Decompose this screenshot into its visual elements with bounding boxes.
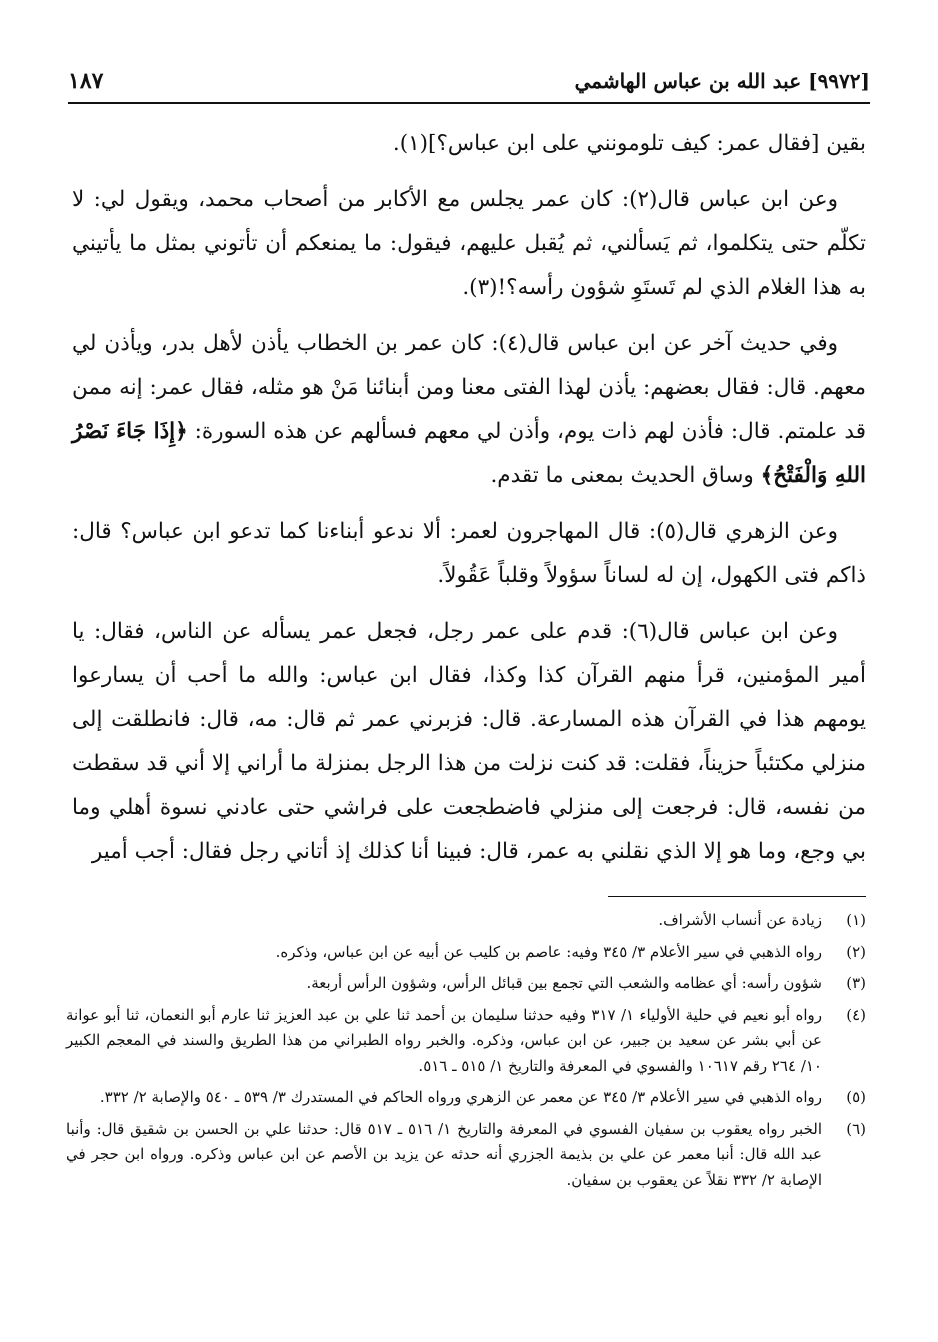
main-text xyxy=(72,122,866,886)
paragraph-5: وعن ابن عباس قال(٦): قدم على عمر رجل، فجعل عمر يسأله عن الناس، فقال: يا أمير المؤمنين، قرأ منهم القرآن كذا وكذا، فقال ابن عباس: والله ما أحب أن يسارعوا يومهم هذا في القرآن هذه المسارعة. قال: فزبرني عمر ثم قال: مه، قال: فانطلقت إلى منزلي مكتئباً حزيناً، فقلت: قد كنت نزلت من هذا الرجل بمنزلة ما أراني إلا أني قد سقطت من نفسه، قال: فرجعت إلى منزلي فاضطجعت على فراشي حتى عادني نسوة أهلي وما بي وجع، وما هو إلا الذي نقلني به عمر، قال: فبينا أنا كذلك إذ أتاني رجل فقال: أجب أمير xyxy=(72,619,866,864)
paragraph-2: وعن ابن عباس قال(٢): كان عمر يجلس مع الأكابر من أصحاب محمد، ويقول لي: لا تكلّم حتى يتكلموا، ثم يَسألني، ثم يُقبل عليهم، فيقول: ما يمنعكم أن تأتوني بمثل ما يأتيني به هذا الغلام الذي لم تَستَوِ شؤون رأسه؟!(٣). xyxy=(72,187,866,300)
footnote xyxy=(66,1117,866,1194)
footnote-text: الخبر رواه يعقوب بن سفيان الفسوي في المعرفة والتاريخ ١/ ٥١٦ ـ ٥١٧ قال: حدثنا علي بن الحسن بن شقيق قال: وأنبا عبد الله قال: أنبا معمر عن علي بن بذيمة الجزري أنه حدثه عن يزيد بن الأصم عن ابن عباس وذكره. ورواه ابن حجر في الإصابة ٢/ ٣٣٢ نقلاً عن يعقوب بن سفيان. xyxy=(66,1119,822,1189)
footnotes xyxy=(66,908,866,1199)
footnote-text: رواه أبو نعيم في حلية الأولياء ١/ ٣١٧ وفيه حدثنا سليمان بن أحمد ثنا علي بن عبد العزيز ثنا عارم أبو النعمان، ثنا أبو عوانة عن أبي بشر عن سعيد بن جبير، عن ابن عباس، وذكره. والخبر رواه الطبراني من هذا الطريق والسند في المعجم الكبير ١٠/ ٢٦٤ رقم ١٠٦١٧ والفسوي في المعرفة والتاريخ ١/ ٥١٥ ـ ٥١٦. xyxy=(66,1005,822,1075)
footnote-text: رواه الذهبي في سير الأعلام ٣/ ٣٤٥ وفيه: عاصم بن كليب عن أبيه عن ابن عباس، وذكره. xyxy=(275,942,822,961)
paragraph-4: وعن الزهري قال(٥): قال المهاجرون لعمر: ألا ندعو أبناءنا كما تدعو ابن عباس؟ قال: ذاكم فتى الكهول، إن له لساناً سؤولاً وقلباً عَقُولاً. xyxy=(72,519,866,588)
footnote xyxy=(66,940,866,966)
footnote-text: زيادة عن أنساب الأشراف. xyxy=(658,911,822,929)
page-number: ١٨٧ xyxy=(68,68,104,94)
footnote-text: شؤون رأسه: أي عظامه والشعب التي تجمع بين قبائل الرأس، وشؤون الرأس أربعة. xyxy=(306,974,822,992)
footnote xyxy=(66,971,866,997)
footnote-number: (٣) xyxy=(846,974,866,992)
footnote xyxy=(66,908,866,934)
paragraph-3 xyxy=(72,322,866,498)
footnote-number: (٢) xyxy=(846,942,866,961)
footnote-separator xyxy=(608,896,866,897)
footnote xyxy=(66,1003,866,1080)
paragraph-3-after: وساق الحديث بمعنى ما تقدم. xyxy=(490,463,761,488)
footnote-number: (٤) xyxy=(846,1005,866,1024)
page-header xyxy=(68,60,870,104)
footnote xyxy=(66,1085,866,1111)
footnote-text: رواه الذهبي في سير الأعلام ٣/ ٣٤٥ عن معمر عن الزهري ورواه الحاكم في المستدرك ٣/ ٥٣٩ ـ ٥٤٠ والإصابة ٢/ ٣٣٢. xyxy=(99,1088,822,1106)
paragraph-1: بقين [فقال عمر: كيف تلومونني على ابن عباس؟](١). xyxy=(392,131,866,156)
running-head: [٩٩٧٢] عبد الله بن عباس الهاشمي xyxy=(574,69,870,93)
footnote-number: (٥) xyxy=(846,1088,866,1106)
footnote-number: (١) xyxy=(846,911,866,929)
footnote-number: (٦) xyxy=(846,1119,866,1138)
paragraph-3-before: وفي حديث آخر عن ابن عباس قال(٤): كان عمر بن الخطاب يأذن لأهل بدر، ويأذن لي معهم. قال: فقال بعضهم: يأذن لهذا الفتى معنا ومن أبنائنا مَنْ هو مثله، فقال عمر: إنه ممن قد علمتم. قال: فأذن لهم ذات يوم، وأذن لي معهم فسألهم عن هذه السورة: xyxy=(72,331,866,444)
quran-verse: ﴿إِذَا جَاءَ نَصْرُ اللهِ وَالْفَتْحُ﴾ xyxy=(72,419,866,488)
